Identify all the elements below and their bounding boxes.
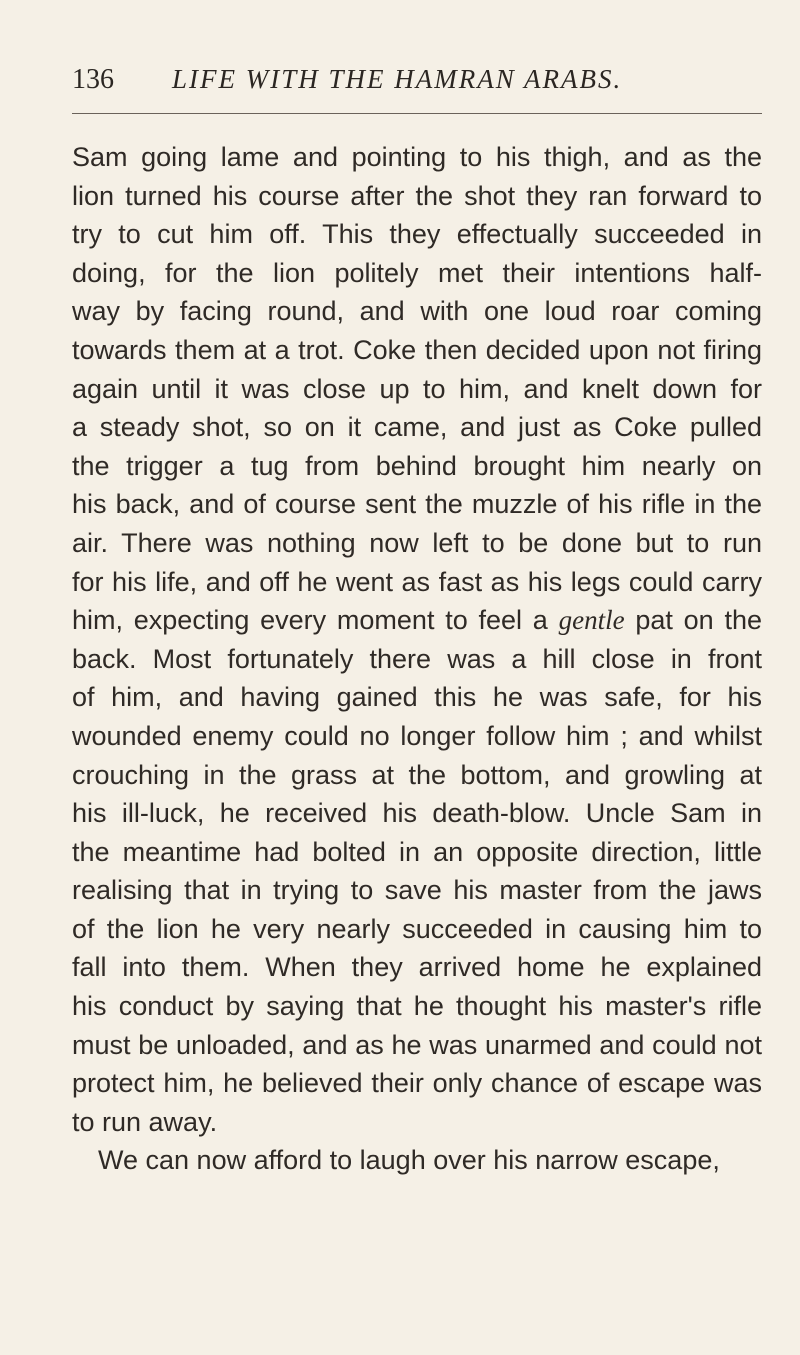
text-line: his conduct by saying that he thought his master's rifle xyxy=(72,991,762,1022)
text-line: lion turned his course after the shot they ran forward to xyxy=(72,180,762,211)
text-line: his back, and of course sent the muzzle of his rifle in the xyxy=(72,489,762,520)
text-line-with-italic xyxy=(72,601,762,640)
text-line: his ill-luck, he received his death-blow. Uncle Sam in xyxy=(72,798,762,829)
text-line: to run away. xyxy=(72,1106,218,1137)
running-title: LIFE WITH THE HAMRAN ARABS. xyxy=(172,64,623,94)
text-line: a steady shot, so on it came, and just as Coke pulled xyxy=(72,412,762,443)
text-line: towards them at a trot. Coke then decided upon not firing xyxy=(72,334,762,365)
text-line: the meantime had bolted in an opposite direction, little xyxy=(72,836,762,867)
text-line: of the lion he very nearly succeeded in causing him to xyxy=(72,913,762,944)
text-line: wounded enemy could no longer follow him ; and whilst xyxy=(72,720,762,751)
text-line: try to cut him off. This they effectually succeeded in xyxy=(72,219,762,250)
text-line: of him, and having gained this he was safe, for his xyxy=(72,682,762,713)
text-line: again until it was close up to him, and knelt down for xyxy=(72,373,762,404)
text-line: doing, for the lion politely met their intentions half- xyxy=(72,257,762,288)
text-line: realising that in trying to save his master from the jaws xyxy=(72,875,762,906)
page-number: 136 xyxy=(72,64,114,95)
body-text xyxy=(72,138,762,1180)
paragraph-start-line: We can now afford to laugh over his narrow escape, xyxy=(98,1145,720,1176)
text-line: the trigger a tug from behind brought him nearly on xyxy=(72,450,762,481)
text-line: back. Most fortunately there was a hill close in front xyxy=(72,643,762,674)
running-head xyxy=(72,56,762,96)
text-line: Sam going lame and pointing to his thigh, and as the xyxy=(72,142,762,172)
text-line: for his life, and off he went as fast as his legs could carry xyxy=(72,566,762,597)
text-line: crouching in the grass at the bottom, and growling at xyxy=(72,759,762,790)
text-segment: pat on the xyxy=(624,605,762,636)
text-line: air. There was nothing now left to be done but to run xyxy=(72,527,762,558)
text-line: fall into them. When they arrived home he explained xyxy=(72,952,762,983)
text-line: way by facing round, and with one loud roar coming xyxy=(72,296,762,327)
header-rule xyxy=(72,113,762,114)
text-segment: him, expecting every moment to feel a xyxy=(72,605,559,636)
text-line: protect him, he believed their only chance of escape was xyxy=(72,1068,762,1099)
text-line: must be unloaded, and as he was unarmed and could not xyxy=(72,1029,762,1060)
italic-word: gentle xyxy=(558,605,625,636)
